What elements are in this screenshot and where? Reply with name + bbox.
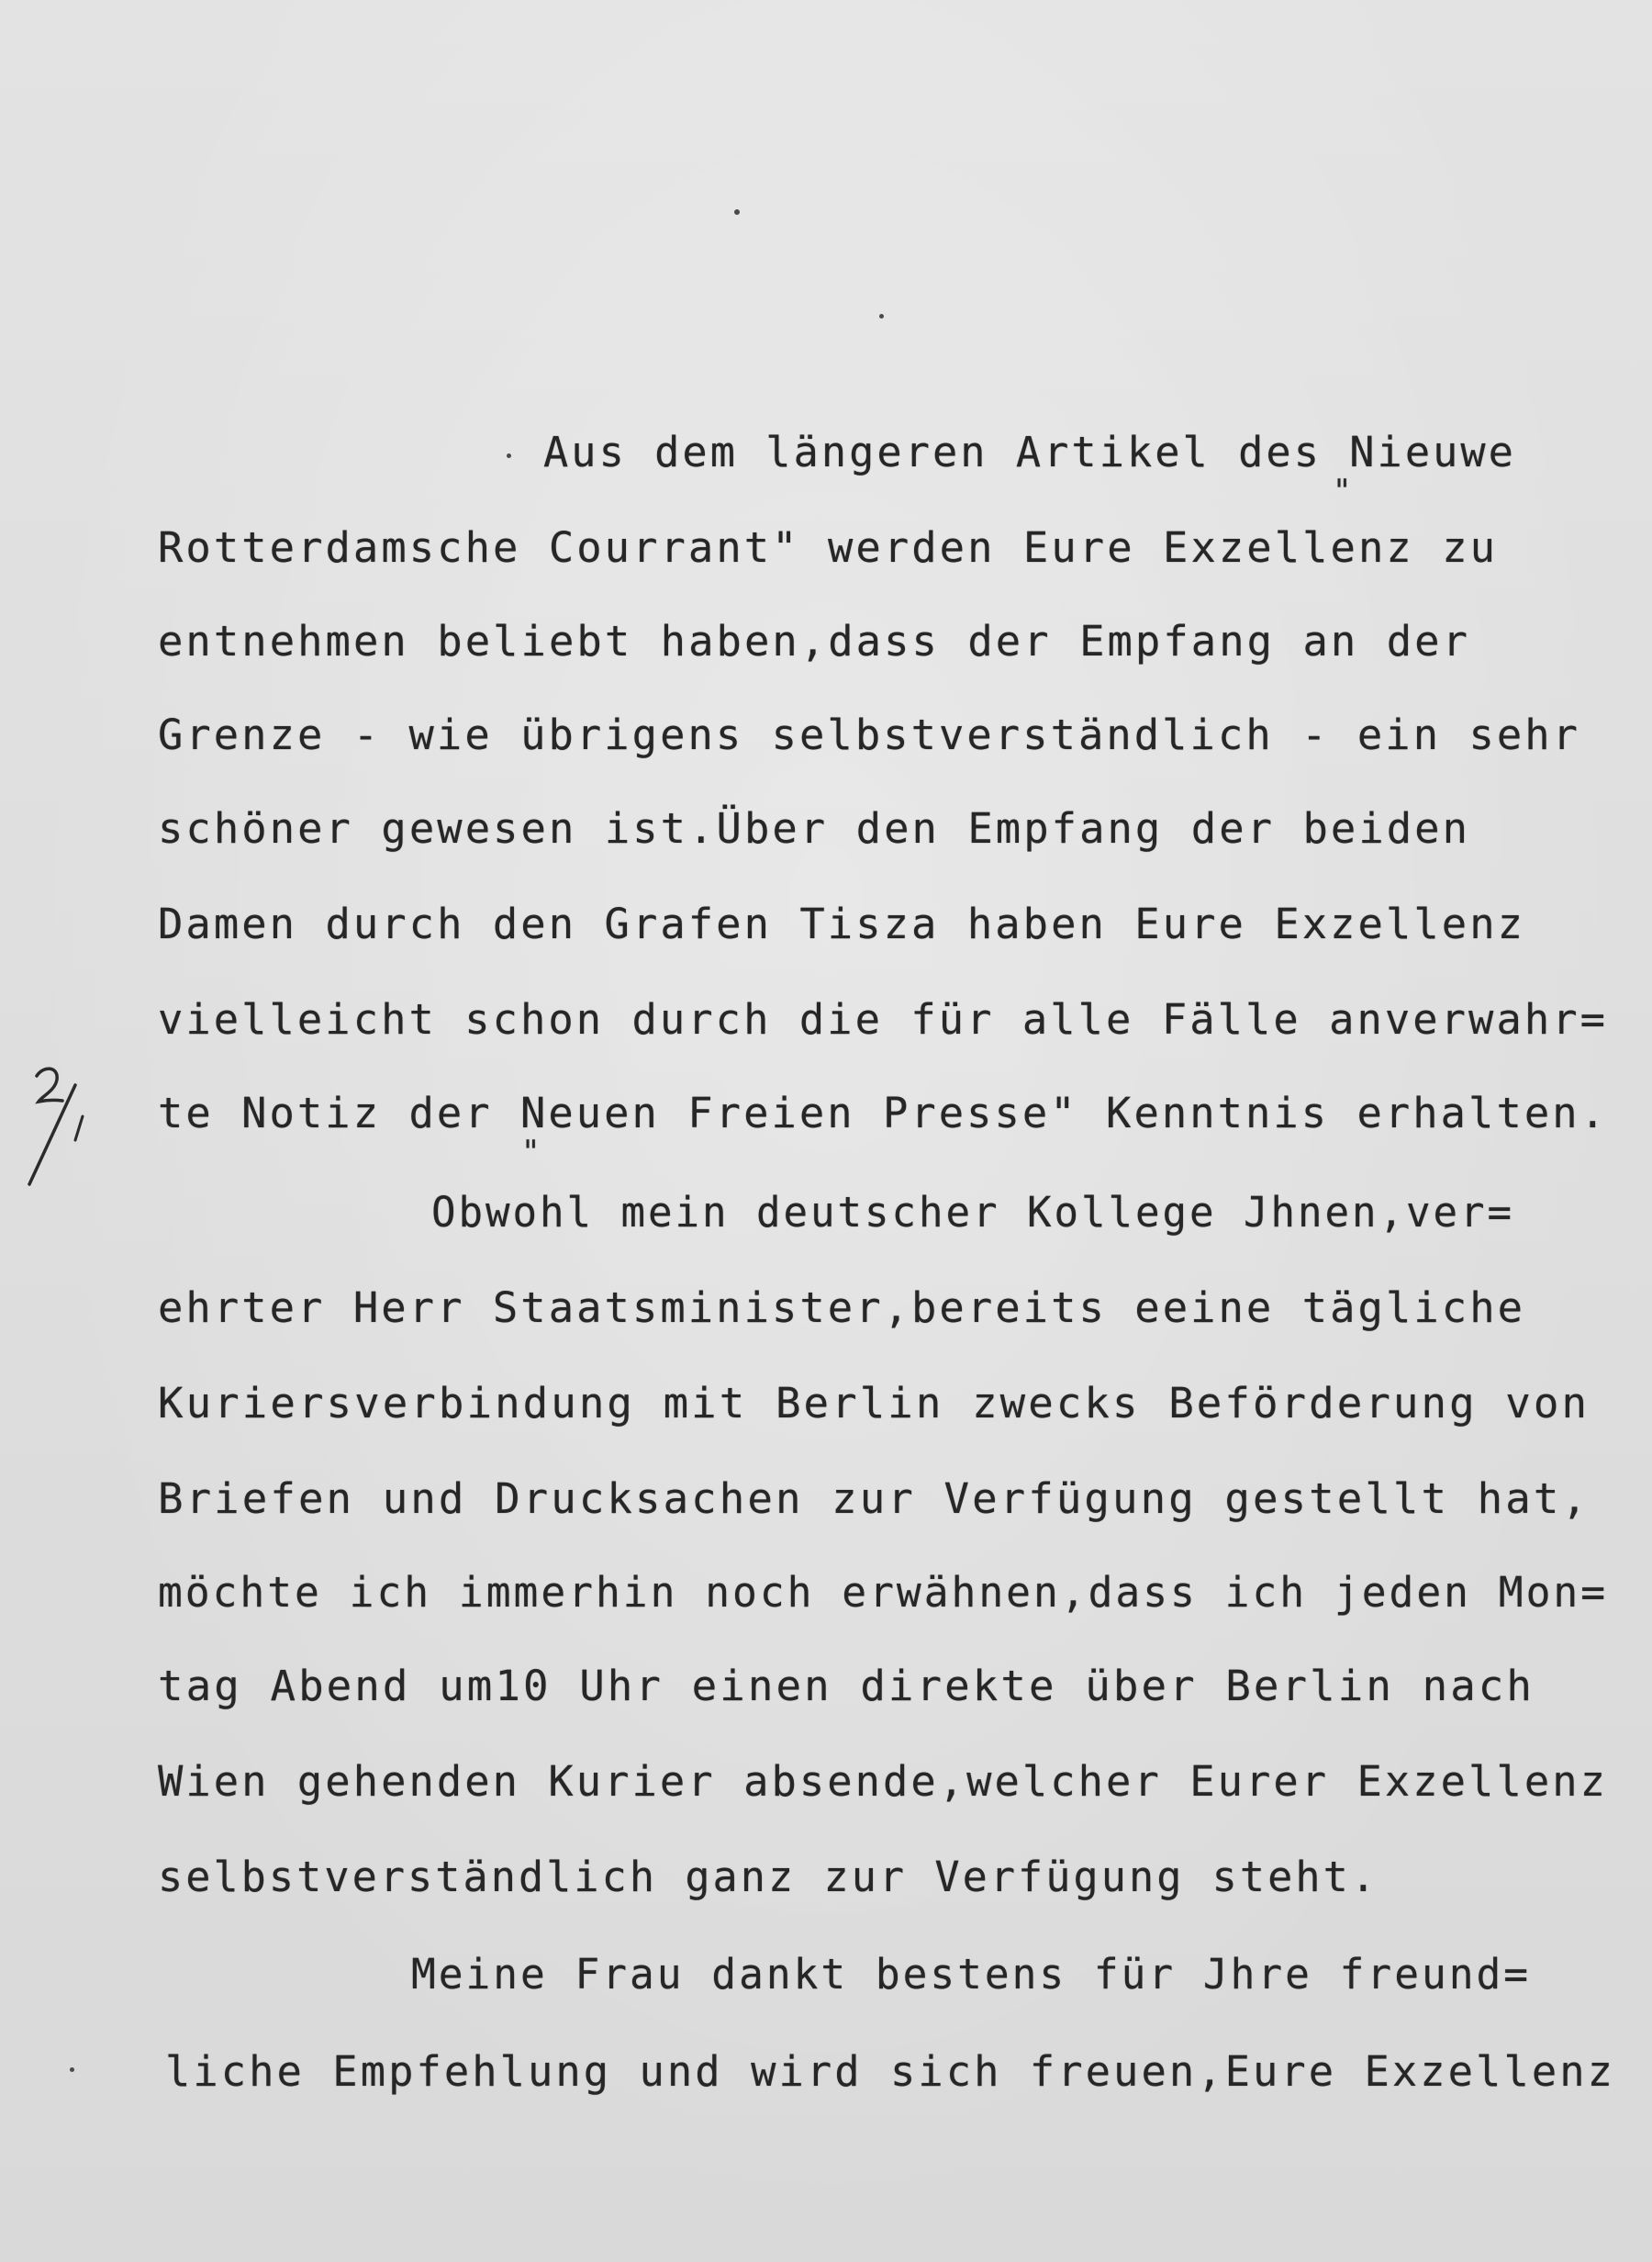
text-line: tag Abend um10 Uhr einen direkte über Berlin nach xyxy=(158,1662,1535,1710)
paper-speck xyxy=(70,2067,74,2072)
text-line: Aus dem längeren Artikel des Nieuwe xyxy=(543,428,1516,476)
text-line: liche Empfehlung und wird sich freuen,Eure Exzellenz xyxy=(165,2047,1615,2096)
text-line: schöner gewesen ist.Über den Empfang der beiden xyxy=(158,804,1471,853)
handwritten-margin-note xyxy=(17,1056,99,1193)
quote-mark: " xyxy=(1333,473,1354,510)
text-line: selbstverständlich ganz zur Verfügung steht. xyxy=(158,1853,1379,1901)
text-line: Briefen und Drucksachen zur Verfügung gestellt hat, xyxy=(158,1474,1591,1523)
text-line: Damen durch den Grafen Tisza haben Eure Exzellenz xyxy=(158,900,1526,948)
text-line: vielleicht schon durch die für alle Fälle anverwahr= xyxy=(158,995,1608,1044)
text-line: ehrter Herr Staatsminister,bereits eeine tägliche xyxy=(158,1283,1526,1332)
paper-speck xyxy=(507,454,511,458)
paper-speck xyxy=(734,209,740,215)
text-line: Kuriersverbindung mit Berlin zwecks Beförderung von xyxy=(158,1379,1591,1428)
text-line: möchte ich immerhin noch erwähnen,dass ich jeden Mon= xyxy=(158,1568,1609,1617)
text-line: te Notiz der Neuen Freien Presse" Kenntnis erhalten. xyxy=(158,1089,1608,1137)
text-line: Wien gehenden Kurier absende,welcher Eurer Exzellenz xyxy=(158,1757,1608,1806)
text-line: Grenze - wie übrigens selbstverständlich - ein sehr xyxy=(158,711,1581,759)
quote-mark: " xyxy=(521,1134,542,1170)
text-line: Rotterdamsche Courrant" werden Eure Exzellenz zu xyxy=(158,523,1499,572)
paper-speck xyxy=(879,314,884,319)
text-line: entnehmen beliebt haben,dass der Empfang an der xyxy=(158,617,1471,666)
text-line: Obwohl mein deutscher Kollege Jhnen,ver= xyxy=(431,1188,1514,1237)
text-line: Meine Frau dankt bestens für Jhre freund= xyxy=(411,1950,1531,1999)
